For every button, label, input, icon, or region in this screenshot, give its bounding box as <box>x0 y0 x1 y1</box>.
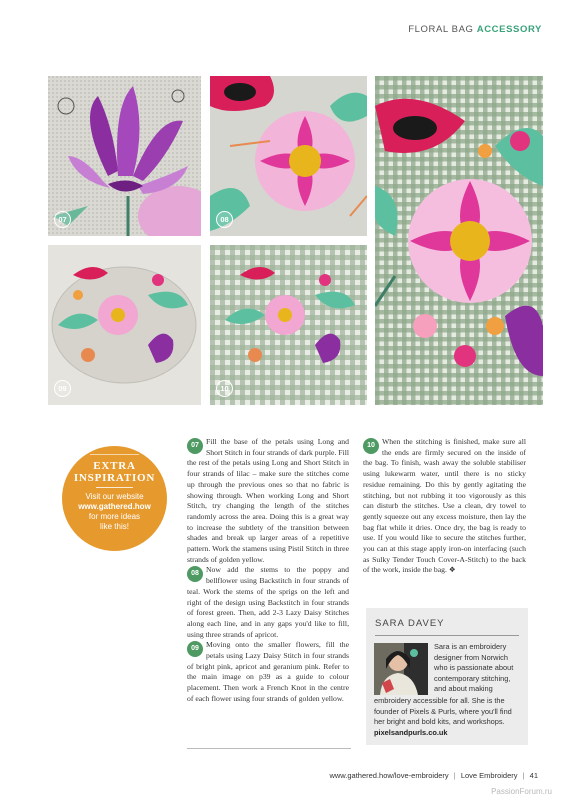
footer-url[interactable]: www.gathered.how/love-embroidery <box>329 771 449 780</box>
bio-text-b: embroidery accessible for all. She is the founder of Pixels & Purls, where you'll find her bright and bold kits, and workshops. <box>374 696 512 726</box>
instructions-column-2 <box>363 437 526 576</box>
page-footer <box>329 771 538 780</box>
instructions-column-1 <box>187 437 349 705</box>
step-paragraph: 10 When the stitching is finished, make sure all the ends are firmly secured on the inside of the bag. To finish, wash away the soluble stabiliser using lukewarm water, until there is no sticky residue remaining. Do this by gently agitating the stitching, but not rubbing it too vigorously as this can disturb the stitches. Use a clean, dry towel to gently squeeze out any excess moisture, then lay the bag flat while it dries. Once dry, the bag is ready to use. If you would like to secure the stitches further, you can at this stage apply iron-on interfacing (such as Sulky Tender Touch Cover-A-Stitch) to the back of the work, inside the bag. ❖ <box>363 437 526 575</box>
photo-badge-07: 07 <box>54 211 71 228</box>
photo-badge-09: 09 <box>54 380 71 397</box>
watermark: PassionForum.ru <box>491 787 552 796</box>
decorative-line <box>96 487 133 488</box>
designer-portrait <box>374 643 428 695</box>
photo-badge-08: 08 <box>216 211 233 228</box>
end-mark-icon: ❖ <box>448 565 456 575</box>
decorative-line <box>90 454 139 455</box>
step-paragraph: 08 Now add the stems to the poppy and bellflower using Backstitch in four strands of teal. Work the stems of the sprigs on the left and right of the design using Backstitch in four strands of forest green. Then, add 2-3 Lazy Daisy Stitches along each line, and in any gaps you'd like to fill, using three strands of apricot. <box>187 565 349 639</box>
photo-step-07 <box>48 76 201 236</box>
designer-name: SARA DAVEY <box>375 618 445 629</box>
page-header <box>408 24 542 35</box>
inspiration-text: Visit our website www.gathered.how for more ideas like this! <box>78 492 151 531</box>
section-category: ACCESSORY <box>476 24 542 35</box>
designer-bio <box>366 608 528 745</box>
column-divider <box>187 748 351 749</box>
step-number: 09 <box>187 641 203 657</box>
step-number: 10 <box>363 438 379 454</box>
page-number: 41 <box>529 771 538 780</box>
footer-magazine: Love Embroidery <box>460 771 518 780</box>
inspiration-link[interactable]: www.gathered.how <box>78 502 151 511</box>
photo-main-detail <box>375 76 543 405</box>
extra-inspiration-badge <box>62 446 167 551</box>
step-paragraph: 09 Moving onto the smaller flowers, fill the petals using Lazy Daisy Stitch in four strands of bright pink, apricot and geranium pink. Refer to the main image on p39 as a guide to colour placement. Then work a French Knot in the centre of each flower using four strands of golden yellow. <box>187 640 349 703</box>
step-number: 07 <box>187 438 203 454</box>
footer-separator: | <box>453 771 456 780</box>
photo-step-08 <box>210 76 367 236</box>
bio-website-link[interactable]: pixelsandpurls.co.uk <box>374 728 448 737</box>
step-number: 08 <box>187 566 203 582</box>
bio-text-a: Sara is an embroidery designer from Norwich who is passionate about contemporary stitching, and about making <box>434 642 514 693</box>
step-paragraph: 07 Fill the base of the petals using Long and Short Stitch in four strands of dark purple. Fill the rest of the petals using Long and Short Stitch in four strands of lilac – make sure the stitches come up through the previous ones so that no fabric is showing through. When working Long and Short Stitch, try changing the length of the stitches randomly across the area. Doing this is a great way to increase the subtlety of the transition between shades and break up larger areas of a repetitive pattern. Work the stamens using Pistil Stitch in three strands of golden yellow. <box>187 437 349 564</box>
photo-badge-10: 10 <box>216 380 233 397</box>
inspiration-title: EXTRA INSPIRATION <box>73 460 156 484</box>
photo-step-09 <box>48 245 201 405</box>
section-title: FLORAL BAG <box>408 24 474 35</box>
footer-separator: | <box>522 771 525 780</box>
bio-divider <box>375 635 519 636</box>
photo-step-10 <box>210 245 367 405</box>
